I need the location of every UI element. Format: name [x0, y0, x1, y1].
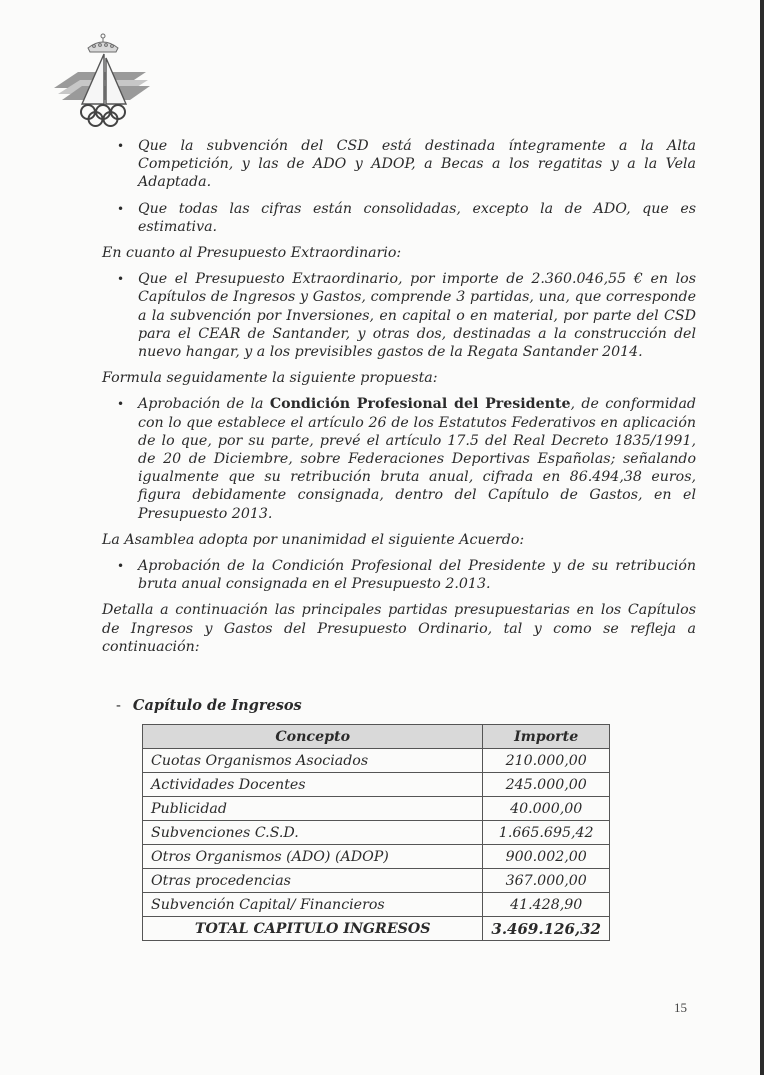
bullet-icon: •: [117, 272, 125, 287]
paragraph-detail-intro: Detalla a continuación las principales partidas presupuestarias en los Capítulos de Ingresos y Gastos del Presupuesto Ordinario, tal y como se refleja a continuación:: [102, 602, 696, 655]
federation-logo: [48, 28, 158, 132]
column-header-amount: Importe: [483, 725, 610, 749]
proposal-highlight: Condición Profesional del Presidente: [269, 396, 571, 413]
bullet-icon: •: [117, 397, 125, 412]
table-row: Subvención Capital/ Financieros 41.428,90: [143, 893, 610, 917]
body-text: [102, 137, 696, 664]
section-heading: - Capítulo de Ingresos: [116, 697, 302, 714]
list-item: • Que todas las cifras están consolidadas, excepto la de ADO, que es estimativa.: [117, 200, 696, 235]
bullet-list-agreement: [102, 557, 696, 593]
column-header-concept: Concepto: [143, 725, 483, 749]
bullet-icon: •: [117, 139, 125, 153]
bullet-list-extraordinary: [102, 270, 696, 361]
scan-edge-shadow: [760, 0, 764, 1075]
list-item: • Aprobación de la Condición Profesional del Presidente y de su retribución bruta anual consignada en el Presupuesto 2.013.: [117, 558, 696, 593]
table-row: Publicidad 40.000,00: [143, 797, 610, 821]
paragraph-agreement-intro: La Asamblea adopta por unanimidad el siguiente Acuerdo:: [102, 531, 525, 548]
bullet-list-proposal: [102, 395, 696, 522]
table-row: Otras procedencias 367.000,00: [143, 869, 610, 893]
bullet-icon: •: [117, 201, 125, 216]
paragraph-proposal-intro: Formula seguidamente la siguiente propuesta:: [102, 370, 438, 387]
table-row: Actividades Docentes 245.000,00: [143, 773, 610, 797]
list-item: • Que la subvención del CSD está destinada íntegramente a la Alta Competición, y las de ADO y ADOP, a Becas a los regatitas y a la Vela Adaptada.: [117, 138, 696, 191]
income-table: [142, 724, 610, 941]
table-row: Cuotas Organismos Asociados 210.000,00: [143, 749, 610, 773]
bullet-icon: •: [117, 559, 125, 574]
table-header-row: [143, 725, 610, 749]
paragraph-extraordinary: En cuanto al Presupuesto Extraordinario:: [102, 245, 402, 262]
page-number: 15: [674, 1000, 687, 1015]
table-total-row: TOTAL CAPITULO INGRESOS 3.469.126,32: [143, 917, 610, 941]
bullet-list-budget-notes: [102, 137, 696, 236]
table-row: Otros Organismos (ADO) (ADOP) 900.002,00: [143, 845, 610, 869]
table-row: Subvenciones C.S.D. 1.665.695,42: [143, 821, 610, 845]
list-item: • Que el Presupuesto Extraordinario, por importe de 2.360.046,55 € en los Capítulos de Ingresos y Gastos, comprende 3 partidas, una, que corresponde a la subvención por Inversiones, en capital o en material, por parte del CSD para el CEAR de Santander, y otras dos, destinadas a la construcción del nuevo hangar, y a los previsibles gastos de la Regata Santander 2014.: [117, 271, 696, 361]
list-item: • Aprobación de la Condición Profesional del Presidente, de conformidad con lo que establece el artículo 26 de los Estatutos Federativos en aplicación de lo que, por su parte, prevé el artículo 17.5 del Real Decreto 1835/1991, de 20 de Diciembre, sobre Federaciones Deportivas Españolas; señalando igualmente que su retribución bruta anual, cifrada en 86.494,38 euros, figura debidamente consignada, dentro del Capítulo de Gastos, en el Presupuesto 2013.: [117, 396, 697, 522]
